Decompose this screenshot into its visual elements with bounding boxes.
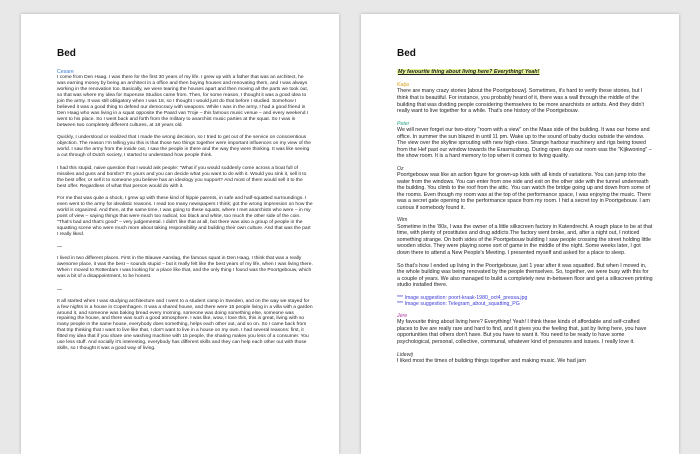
highlighted-quote xyxy=(397,69,653,76)
document-page-right xyxy=(361,14,679,454)
speaker-name: Lidewij xyxy=(397,351,413,358)
document-page-left xyxy=(21,14,339,454)
speaker-name: Wim xyxy=(397,217,408,224)
paragraph: It all started when I was studying architecture and I went to a student camp in Sweden, and on the way we stayed for a few nights in a house in Copenhagen. It was a shared house, and there were 15 people living in a villa with a garden around it, and someone was baking bread every morning, someone was doing something else, someone was repairing the house, and there was such a good atmosphere. I was like, wow, I love this, this is great, living with so many people in the same house, everybody does something, helps each other out, and so on. So I came back from that trip thinking that I want to live like that, I don't want to live in a house on my own. I had several reasons: first, it fitted my idea that if you share one washing machine with 15 people, the sharing makes you less of a consumer. You use less stuff. And socially it's interesting, everybody has different skills and they can help each other out with those skills, so I thought it was a good way of living. xyxy=(57,298,313,352)
highlight-text: My favourite thing about living here? Everything! Yeah! xyxy=(398,69,540,75)
speaker-name: Jere xyxy=(397,312,408,319)
speaker-name: Katja xyxy=(397,82,409,88)
speaker-name: Peter xyxy=(397,120,410,127)
image-suggestion: *** Image suggestion: poort-kraak-1980_oct4_pressa.jpg xyxy=(397,294,528,301)
paragraph: I liked most the times of building things together and making music. We had jam xyxy=(397,357,586,364)
speaker-name: Cesare xyxy=(57,69,74,75)
paragraph: I had this stupid, naive question that I would ask people: "What if you would suddenly come across a boat full of missiles and guns and bombs? It's yours and you can decide what you want to do with it. Would you sink it, sell it to the best offer, or sell it to someone you believe has an ideology you support? And most of them would sell it to the best offer. Regardless of what that person would do with it. xyxy=(57,165,307,189)
paragraph: Quickly, I understood or realized that I made the wrong decision, so I tried to get out of the service on conscientious objection. The reason I'm telling you this is that those two things together were important influences on my view of the world. I saw the army from the inside out, I saw the people in there and the way they were thinking. It was like seeing a cut through of Dutch society, I started to understand how people think. xyxy=(57,135,311,159)
paragraph: I lived in two different places. First in the Blauwe Aanslag, the famous squat in Den Haag. I think that was a really awesome place, it was the best – sounds stupid – but it really felt like the best years of my life, when I was living there. When I moved to Rotterdam I was looking for a place like that, and the only thing I found was the Poortgebouw, which was a bit of a disappointment, to be honest. xyxy=(57,256,313,280)
paragraph: For me that was quite a shock, I grew up with these kind of hippie parents, in safe and half-squatted surroundings. I even went to the army for idealistic reasons. I read too many newspapers I think; got the wrong impression on how the world is organized. And then, at the same time, I was going to these squats, where I met anarchists who were – in my point of view – saying things that were much too radical, too black and white, too much the other side of the coin. "That's bad and that's good" – very judgemental. I didn't like that at all, but there was also a group of people in the squatting scene who were much more about taking responsibility and building their own culture. And that was the part I really liked. xyxy=(57,196,313,237)
paragraph: I come from Den Haag. I was there for the first 30 years of my life. I grew up with a father that was an architect, he was earning money by being an architect in a office and then buying houses and renovating them, and I was always working in the renovation too. Basically, we were tearing the houses apart and then moving all the parts we took out, so that was where my idea for Superuse Studios came from. Then, for some reason, I thought it was a good idea to join the army. It was still obligatory when I was 18, so I thought I would just do that before I studied. Somehow I believed it was a good thing to defend our democracy with weapons. While I was in the army, I had a good friend in Den Haag who was living in a squat opposite the Paard van Troje – this famous music venue – and every weekend I went to his place. So I went back and forth from the military to anarchist music parties at the squat. So I was in between two completely different cultures, at 18 years old. xyxy=(57,75,309,129)
paragraph: So that's how I ended up living in the Poortgebouw, just 1 year after it was squatted. But when I moved in, the whole building was being renovated by the people themselves. So, together, we were busy with this for a couple of years. We also managed to build a completely new in-between floor and get a silkscreen printing studio installed there. xyxy=(397,262,653,289)
page-title: Bed xyxy=(57,48,76,59)
paragraph: Poortgebouw was like an action figure for grown-up kids with all kinds of variations. You can jump into the water from the windows. You can enter from one side and exit on the other side with the tunnel underneath the building. You climb to the roof from the attic. You can watch the bridge going up and down from some of the rooms. Even though my room was at the top of the performance space, I was enjoying the music. There was a secret gate opening to the performance space from my room. I hid a secret toy in Poortgebouw. I am curious if somebody found it. xyxy=(397,172,651,211)
speaker-name: Oz xyxy=(397,165,404,172)
paragraph: There are many crazy stories [about the Poortgebouw]. Sometimes, it's hard to verify these stories, but I think that is beautiful. For instance, you probably heard of it, there was a wall through the middle of the building that was dividing people considering themselves to be more anarchists or artists. And they didn't really want to live together for a while. That's one history of the Poortgebouw. xyxy=(397,88,644,115)
paragraph: We will never forget our two-story "room with a view" on the Maas side of the building. It was our home and office. In summer the sun blazed in until 11 pm. Wake up to the sound of baby ducks outside the window. The view over the skyline sprouting with new high-rises. Strange harbour machinery and rigs being towed from the Hef past our window towards the Erasmusbrug. During open days our room was the "Kijkwoning" – the show room. It is a hard memory to top when it comes to living quality. xyxy=(397,127,652,160)
paragraph: My favourite thing about living here? Everything! Yeah! I think these kinds of affordable and self-crafted places to live are really rare and hard to find, and it gives you the feeling that, just by living here, you have opportunities that others don't have. But you have to want it. You need to be ready to have some psychological, personal, collective, communal, whatever kind of pressures and issues. I really love it. xyxy=(397,319,647,345)
image-suggestion: *** Image suggestion: Telegram_about_squatting_PG xyxy=(397,301,520,308)
paragraph: Sometime in the '80s, I was the owner of a little silkscreen factory in Katendrecht. A rough place to be at that time, with plenty of prostitutes and drug addicts.The factory went broke, and, after a night out, I noticed something strange. On both sides of the Poortgebouw building I saw people crossing the street holding little wooden sticks. They were playing some sort of game in the middle of the night. Some weeks later, I got down there to attend a New People's Meeting. I presented myself and asked for a place to sleep. xyxy=(397,223,653,257)
page-title: Bed xyxy=(397,48,416,59)
separator: — xyxy=(57,244,62,251)
separator: — xyxy=(57,286,62,293)
